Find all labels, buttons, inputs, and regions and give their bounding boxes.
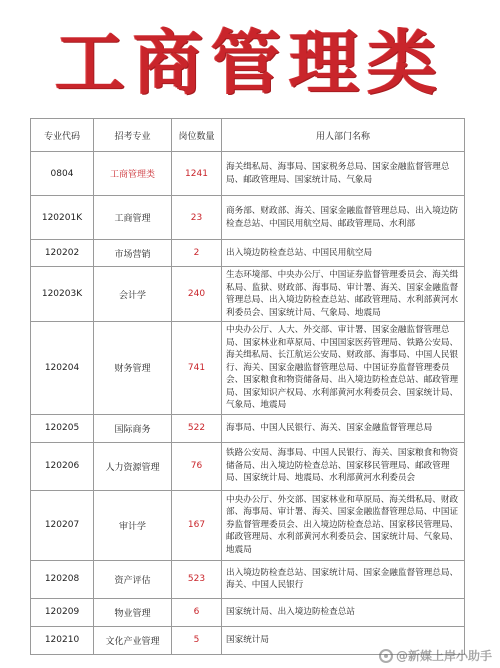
table-row <box>31 152 465 196</box>
cell-code: 120202 <box>31 240 94 267</box>
cell-dept: 中央办公厅、外交部、国家林业和草原局、海关缉私局、财政部、海事局、审计署、海关、国家金融监督管理总局、中国证券监督管理委员会、出入境边防检查总站、国家移民管理局、邮政管理局、水利部黄河水利委员会、国家统计局、气象局、地震局 <box>222 490 465 560</box>
cell-code: 120206 <box>31 442 94 490</box>
cell-major: 工商管理 <box>94 196 172 240</box>
table-row <box>31 490 465 560</box>
cell-dept: 国家统计局、出入境边防检查总站 <box>222 598 465 626</box>
cell-count: 240 <box>172 267 222 322</box>
cell-count: 522 <box>172 414 222 442</box>
cell-dept: 海事局、中国人民银行、海关、国家金融监督管理总局 <box>222 414 465 442</box>
cell-count: 76 <box>172 442 222 490</box>
cell-count: 2 <box>172 240 222 267</box>
page-title: 工商管理类 <box>55 21 445 104</box>
cell-count: 6 <box>172 598 222 626</box>
table-row <box>31 267 465 322</box>
table-header-row <box>31 119 465 152</box>
cell-code: 0804 <box>31 152 94 196</box>
cell-dept: 国家统计局 <box>222 626 465 654</box>
cell-code: 120209 <box>31 598 94 626</box>
cell-dept: 生态环境部、中央办公厅、中国证券监督管理委员会、海关缉私局、监狱、财政部、海事局、审计署、海关、国家金融监督管理总局、出入境边防检查总站、邮政管理局、水利部黄河水利委员会、国家统计局、气象局、地震局 <box>222 267 465 322</box>
cell-code: 120208 <box>31 560 94 598</box>
table-row <box>31 442 465 490</box>
cell-code: 120201K <box>31 196 94 240</box>
cell-dept: 出入境边防检查总站、中国民用航空局 <box>222 240 465 267</box>
watermark-logo-icon <box>379 649 393 663</box>
majors-table <box>30 118 465 655</box>
cell-dept: 出入境边防检查总站、国家统计局、国家金融监督管理总局、海关、中国人民银行 <box>222 560 465 598</box>
table-row <box>31 196 465 240</box>
cell-major: 工商管理类 <box>94 152 172 196</box>
header-dept: 用人部门名称 <box>222 119 465 152</box>
cell-count: 741 <box>172 322 222 415</box>
cell-dept: 商务部、财政部、海关、国家金融监督管理总局、出入境边防检查总站、中国民用航空局、邮政管理局、水利部 <box>222 196 465 240</box>
table-row <box>31 560 465 598</box>
cell-major: 审计学 <box>94 490 172 560</box>
cell-dept: 海关缉私局、海事局、国家税务总局、国家金融监督管理总局、邮政管理局、国家统计局、气象局 <box>222 152 465 196</box>
cell-major: 资产评估 <box>94 560 172 598</box>
table-row <box>31 322 465 415</box>
cell-code: 120207 <box>31 490 94 560</box>
cell-count: 5 <box>172 626 222 654</box>
cell-code: 120203K <box>31 267 94 322</box>
cell-major: 市场营销 <box>94 240 172 267</box>
cell-major: 物业管理 <box>94 598 172 626</box>
cell-code: 120205 <box>31 414 94 442</box>
cell-code: 120204 <box>31 322 94 415</box>
cell-dept: 中央办公厅、人大、外交部、审计署、国家金融监督管理总局、国家林业和草原局、中国国家医药管理局、铁路公安局、海关缉私局、长江航运公安局、财政部、海事局、中国人民银行、海关、国家金融监督管理总局、中国证券监督管理委员会、国家粮食和物资储备局、出入境边防检查总站、邮政管理局、国家知识产权局、水利部黄河水利委员会、国家统计局、气象局、地震局 <box>222 322 465 415</box>
cell-count: 167 <box>172 490 222 560</box>
table-row <box>31 240 465 267</box>
watermark-text: @新媒上岸小助手 <box>395 649 492 663</box>
header-code: 专业代码 <box>31 119 94 152</box>
watermark <box>379 647 492 664</box>
cell-code: 120210 <box>31 626 94 654</box>
cell-major: 文化产业管理 <box>94 626 172 654</box>
cell-count: 1241 <box>172 152 222 196</box>
table-row <box>31 598 465 626</box>
cell-major: 人力资源管理 <box>94 442 172 490</box>
cell-count: 23 <box>172 196 222 240</box>
header-count: 岗位数量 <box>172 119 222 152</box>
cell-major: 国际商务 <box>94 414 172 442</box>
table-row <box>31 414 465 442</box>
cell-count: 523 <box>172 560 222 598</box>
header-major: 招考专业 <box>94 119 172 152</box>
cell-major: 财务管理 <box>94 322 172 415</box>
cell-dept: 铁路公安局、海事局、中国人民银行、海关、国家粮食和物资储备局、出入境边防检查总站、国家移民管理局、邮政管理局、国家统计局、地震局、水利部黄河水利委员会 <box>222 442 465 490</box>
cell-major: 会计学 <box>94 267 172 322</box>
